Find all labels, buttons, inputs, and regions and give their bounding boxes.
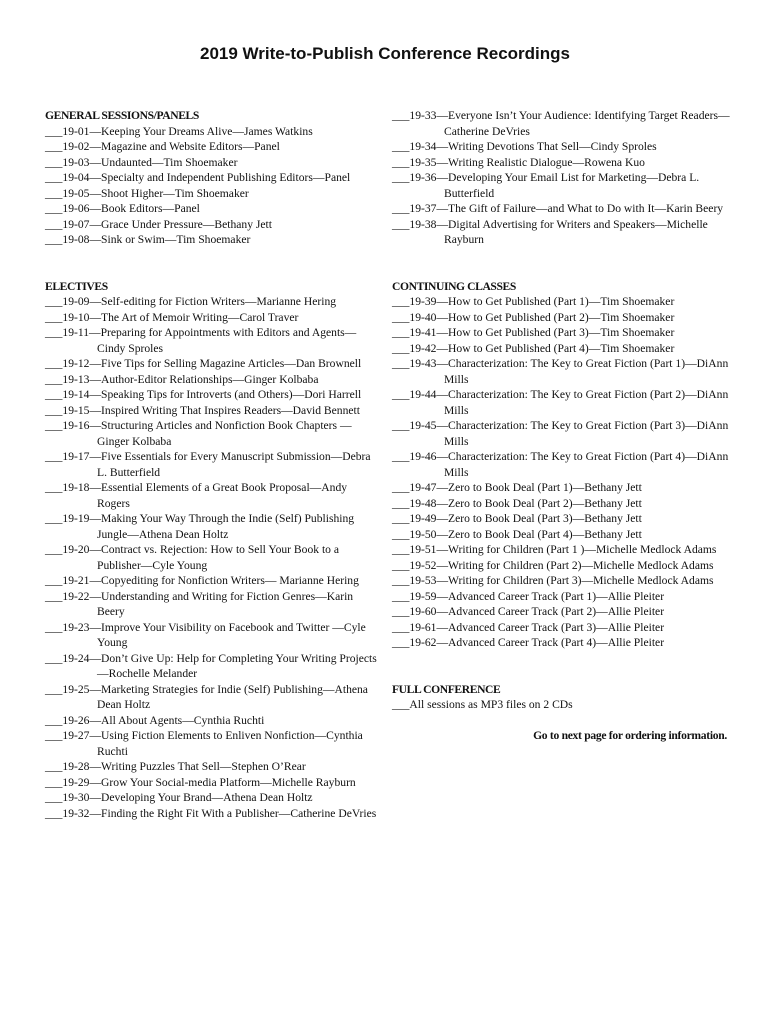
list-item: ___19-01—Keeping Your Dreams Alive—James Watkins bbox=[45, 124, 313, 138]
list-item: ___19-27—Using Fiction Elements to Enliven Nonfiction—Cynthia Ruchti bbox=[45, 729, 363, 758]
left-column bbox=[45, 108, 380, 821]
list-item: ___19-30—Developing Your Brand—Athena Dean Holtz bbox=[45, 791, 313, 804]
right-column bbox=[392, 108, 737, 743]
list-item: ___19-23—Improve Your Visibility on Facebook and Twitter —Cyle Young bbox=[45, 620, 366, 649]
ordering-note: Go to next page for ordering information. bbox=[533, 728, 727, 742]
list-item: ___19-29—Grow Your Social-media Platform—Michelle Rayburn bbox=[45, 775, 356, 789]
list-item: ___19-28—Writing Puzzles That Sell—Stephen O’Rear bbox=[45, 760, 306, 773]
general-sessions-list bbox=[45, 124, 380, 248]
list-item: ___19-04—Specialty and Independent Publishing Editors—Panel bbox=[45, 171, 351, 184]
list-item: ___19-48—Zero to Book Deal (Part 2)—Bethany Jett bbox=[392, 496, 642, 510]
list-item: ___19-62—Advanced Career Track (Part 4)—Allie Pleiter bbox=[392, 636, 665, 649]
list-item: ___19-42—How to Get Published (Part 4)—Tim Shoemaker bbox=[392, 341, 675, 355]
electives-section bbox=[45, 279, 380, 822]
list-item: ___19-06—Book Editors—Panel bbox=[45, 202, 200, 215]
electives-heading: ELECTIVES bbox=[45, 279, 108, 293]
electives-continued-section bbox=[392, 108, 737, 248]
list-item: ___19-14—Speaking Tips for Introverts (and Others)—Dori Harrell bbox=[45, 388, 362, 401]
list-item: ___19-40—How to Get Published (Part 2)—Tim Shoemaker bbox=[392, 310, 675, 324]
list-item: ___19-35—Writing Realistic Dialogue—Rowena Kuo bbox=[392, 155, 645, 169]
list-item: ___19-25—Marketing Strategies for Indie (Self) Publishing—Athena Dean Holtz bbox=[45, 682, 368, 711]
list-item: ___19-11—Preparing for Appointments with Editors and Agents—Cindy Sproles bbox=[45, 326, 357, 355]
list-item: ___19-03—Undaunted—Tim Shoemaker bbox=[45, 155, 238, 169]
list-item: ___19-10—The Art of Memoir Writing—Carol Traver bbox=[45, 310, 299, 324]
list-item: ___19-32—Finding the Right Fit With a Publisher—Catherine DeVries bbox=[45, 806, 377, 820]
list-item: ___19-19—Making Your Way Through the Indie (Self) Publishing Jungle—Athena Dean Holtz bbox=[45, 512, 355, 541]
list-item: ___19-41—How to Get Published (Part 3)—Tim Shoemaker bbox=[392, 326, 675, 339]
continuing-classes-list bbox=[392, 294, 737, 651]
continuing-classes-heading: CONTINUING CLASSES bbox=[392, 279, 516, 293]
general-sessions-heading: GENERAL SESSIONS/PANELS bbox=[45, 109, 199, 122]
page-title: 2019 Write-to-Publish Conference Recordings bbox=[200, 44, 570, 63]
electives-continued-list bbox=[392, 108, 737, 248]
continuing-classes-section bbox=[392, 279, 737, 651]
list-item: ___19-13—Author-Editor Relationships—Ginger Kolbaba bbox=[45, 372, 319, 386]
list-item: ___19-37—The Gift of Failure—and What to Do with It—Karin Beery bbox=[392, 202, 724, 215]
list-item: ___19-60—Advanced Career Track (Part 2)—Allie Pleiter bbox=[392, 605, 665, 618]
list-item: ___19-43—Characterization: The Key to Great Fiction (Part 1)—DiAnn Mills bbox=[392, 357, 729, 386]
electives-list bbox=[45, 294, 380, 821]
list-item: ___19-61—Advanced Career Track (Part 3)—Allie Pleiter bbox=[392, 620, 665, 634]
list-item: ___19-18—Essential Elements of a Great Book Proposal—Andy Rogers bbox=[45, 481, 348, 510]
list-item: ___19-07—Grace Under Pressure—Bethany Jett bbox=[45, 217, 272, 231]
list-item: ___19-44—Characterization: The Key to Great Fiction (Part 2)—DiAnn Mills bbox=[392, 388, 729, 417]
list-item: ___19-59—Advanced Career Track (Part 1)—Allie Pleiter bbox=[392, 589, 665, 603]
list-item: ___19-34—Writing Devotions That Sell—Cindy Sproles bbox=[392, 140, 657, 153]
list-item: ___19-20—Contract vs. Rejection: How to Sell Your Book to a Publisher—Cyle Young bbox=[45, 543, 340, 572]
list-item: ___19-17—Five Essentials for Every Manuscript Submission—Debra L. Butterfield bbox=[45, 450, 371, 479]
list-item: ___19-05—Shoot Higher—Tim Shoemaker bbox=[45, 186, 249, 200]
list-item: ___19-50—Zero to Book Deal (Part 4)—Bethany Jett bbox=[392, 527, 642, 541]
list-item: ___19-47—Zero to Book Deal (Part 1)—Bethany Jett bbox=[392, 481, 642, 494]
list-item: ___19-15—Inspired Writing That Inspires Readers—David Bennett bbox=[45, 403, 360, 417]
list-item: ___19-45—Characterization: The Key to Great Fiction (Part 3)—DiAnn Mills bbox=[392, 419, 729, 448]
list-item: ___19-12—Five Tips for Selling Magazine Articles—Dan Brownell bbox=[45, 357, 362, 370]
list-item: ___19-36—Developing Your Email List for Marketing—Debra L. Butterfield bbox=[392, 171, 700, 200]
list-item: ___19-02—Magazine and Website Editors—Panel bbox=[45, 140, 280, 153]
list-item: ___19-46—Characterization: The Key to Great Fiction (Part 4)—DiAnn Mills bbox=[392, 450, 729, 479]
list-item: ___19-39—How to Get Published (Part 1)—Tim Shoemaker bbox=[392, 295, 675, 308]
list-item: ___19-51—Writing for Children (Part 1 )—Michelle Medlock Adams bbox=[392, 543, 717, 556]
list-item: ___19-21—Copyediting for Nonfiction Writers— Marianne Hering bbox=[45, 574, 359, 587]
list-item: ___19-33—Everyone Isn’t Your Audience: Identifying Target Readers—Catherine DeVries bbox=[392, 109, 730, 138]
general-sessions-section bbox=[45, 108, 380, 248]
list-item: ___19-22—Understanding and Writing for Fiction Genres—Karin Beery bbox=[45, 589, 354, 618]
list-item: ___19-16—Structuring Articles and Nonfiction Book Chapters —Ginger Kolbaba bbox=[45, 419, 352, 448]
list-item: ___19-09—Self-editing for Fiction Writers—Marianne Hering bbox=[45, 295, 337, 308]
list-item: ___19-08—Sink or Swim—Tim Shoemaker bbox=[45, 233, 251, 246]
full-conference-heading: FULL CONFERENCE bbox=[392, 682, 501, 696]
list-item: ___19-24—Don’t Give Up: Help for Completing Your Writing Projects—Rochelle Melander bbox=[45, 651, 377, 680]
list-item: ___19-52—Writing for Children (Part 2)—Michelle Medlock Adams bbox=[392, 558, 714, 572]
full-conference-section bbox=[392, 682, 737, 713]
list-item: ___19-26—All About Agents—Cynthia Ruchti bbox=[45, 713, 265, 727]
list-item: ___19-49—Zero to Book Deal (Part 3)—Bethany Jett bbox=[392, 512, 642, 525]
list-item: ___19-53—Writing for Children (Part 3)—Michelle Medlock Adams bbox=[392, 574, 714, 587]
full-conference-item: ___All sessions as MP3 files on 2 CDs bbox=[392, 698, 573, 711]
list-item: ___19-38—Digital Advertising for Writers and Speakers—Michelle Rayburn bbox=[392, 217, 708, 246]
